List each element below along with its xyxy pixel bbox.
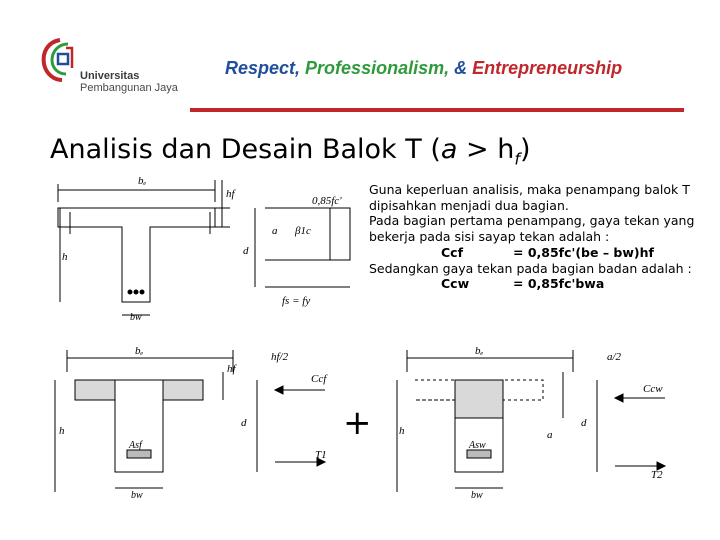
t-beam-stress-diagram (50, 172, 368, 322)
label-asw: Asw (469, 440, 486, 451)
logo-mark-icon (44, 40, 72, 80)
logo-line1: Universitas (80, 70, 140, 82)
label-d: d (581, 417, 587, 429)
body-line3: Pada bagian pertama penampang, gaya tekan yang (369, 213, 695, 229)
label-be: bₑ (475, 345, 484, 357)
label-t1: T1 (315, 449, 327, 461)
label-ccf: Ccf (311, 373, 327, 385)
tagline-entrepreneurship: Entrepreneurship (472, 58, 623, 78)
slide-title (50, 134, 531, 168)
plus-sign: + (343, 403, 372, 443)
label-a: a (547, 429, 553, 441)
label-a2: a/2 (607, 351, 622, 363)
eq2-rhs: = 0,85fc'bwa (513, 276, 605, 292)
label-h: h (62, 251, 68, 263)
label-d: d (241, 417, 247, 429)
body-line4: bekerja pada sisi sayap tekan adalah : (369, 229, 610, 245)
label-bw: bw (131, 490, 143, 501)
tagline-professionalism: Professionalism, (305, 58, 455, 78)
tagline-and: & (454, 58, 473, 78)
label-beta: β1c (295, 225, 311, 237)
eq2-lhs: Ccw (441, 276, 470, 292)
tagline-respect: Respect, (225, 58, 306, 78)
label-t2: T2 (651, 469, 663, 481)
label-hf: hf (227, 363, 236, 375)
flange-part-diagram (45, 342, 345, 502)
label-h: h (59, 425, 65, 437)
label-hf2: hf/2 (271, 351, 289, 363)
label-asf: Asf (129, 440, 142, 451)
title-main: Analisis dan Desain Balok T ( (50, 134, 441, 165)
header-divider (190, 108, 684, 112)
title-sub: f (514, 149, 520, 169)
body-line1: Guna keperluan analisis, maka penampang balok T (369, 182, 690, 197)
body-line2: dipisahkan menjadi dua bagian. (369, 197, 569, 213)
body-line5: Sedangkan gaya tekan pada bagian badan adalah : (369, 260, 692, 276)
t-section-outline (58, 208, 215, 302)
label-ccw: Ccw (643, 383, 663, 395)
title-close: ) (519, 134, 531, 165)
label-hf: hf (226, 188, 235, 200)
label-bw: bw (471, 490, 483, 501)
logo-line2: Pembangunan Jaya (80, 82, 178, 94)
label-bw: bw (130, 312, 142, 322)
body-text (369, 182, 709, 292)
eq1-rhs: = 0,85fc'(be – bw)hf (513, 244, 654, 260)
label-d: d (243, 245, 249, 257)
eq1-lhs: Ccf (441, 244, 464, 260)
stress-block (330, 208, 350, 260)
web-part-diagram (385, 342, 675, 502)
label-be: bₑ (135, 345, 144, 357)
equation-ccw (369, 276, 709, 292)
label-a: a (272, 225, 278, 237)
label-fs: fs = fy (282, 295, 311, 307)
logo-text (80, 70, 178, 94)
label-stress: 0,85fc' (312, 195, 342, 207)
label-h: h (399, 425, 405, 437)
title-a: a (440, 134, 458, 165)
equation-ccf (369, 245, 709, 261)
label-be: bₑ (138, 175, 147, 187)
tagline (225, 58, 622, 79)
title-gt: > h (457, 134, 515, 165)
